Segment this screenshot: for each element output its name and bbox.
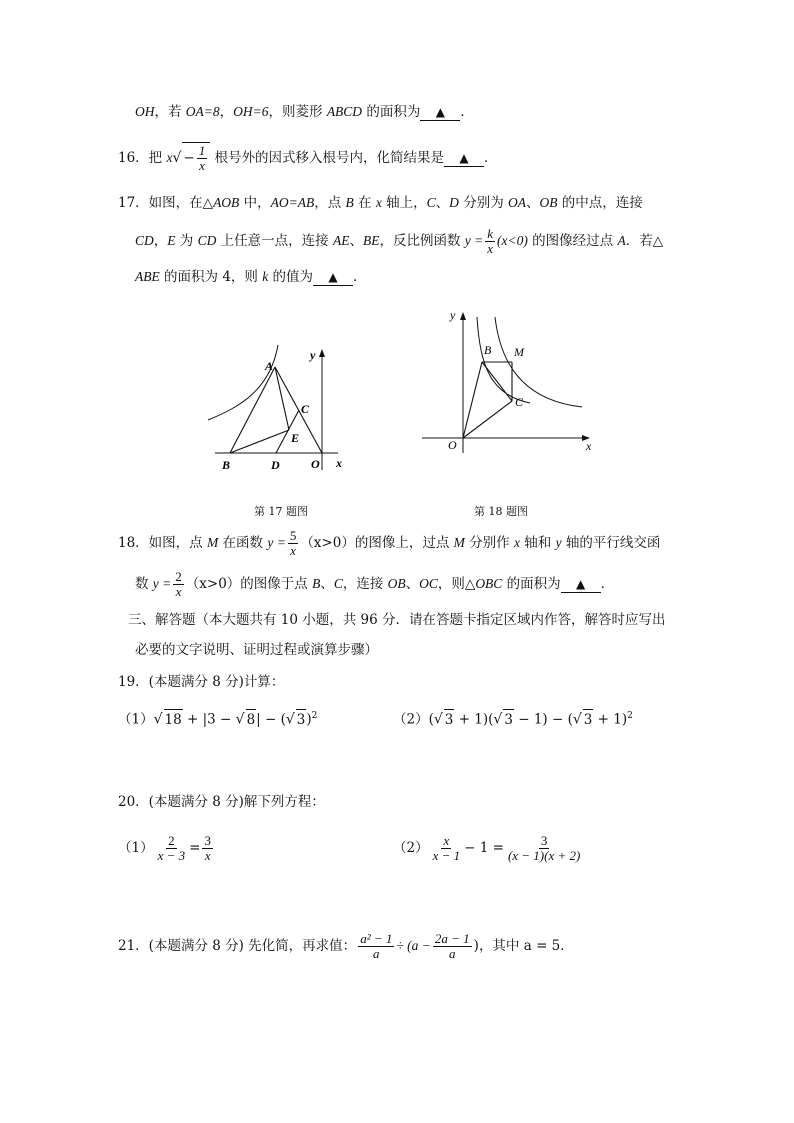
segment-be	[230, 430, 289, 453]
label-o: O	[311, 457, 320, 471]
label-x: x	[336, 456, 342, 470]
fraction: $\frac{5}{x}$	[289, 528, 297, 558]
y-axis-arrow	[460, 312, 466, 320]
label-b: B	[484, 343, 492, 357]
radicand: − $\frac{1}{x}$	[182, 142, 210, 173]
question-19-part1: （1）√ 18 + |3 − √ 8| − (√ 3)$^2$	[118, 706, 317, 730]
question-19-part2: （2）(√ 3 + 1)(√ 3 − 1) − (√ 3 + 1)$^2$	[393, 706, 633, 730]
label-y: y	[450, 308, 456, 322]
label-c: C	[515, 395, 524, 409]
question-20-title: 20．(本题满分 8 分)解下列方程：	[118, 794, 325, 810]
figure-17-caption: 第 17 题图	[254, 505, 308, 518]
figure-17	[200, 335, 360, 480]
answer-blank: ▲	[444, 150, 484, 167]
question-17-line1: 17．如图，在△AOB 中，AO=AB，点 B 在 x 轴上，C、D 分别为 OA、OB 的中点，连接	[118, 195, 643, 211]
question-20-part2: （2） $\frac{x}{x - 1}$ − 1 = $\frac{3}{(x - 1)(x + 2)}$	[393, 833, 581, 863]
fraction: $\frac{1}{x}$	[198, 143, 206, 173]
segment-ab	[230, 367, 275, 453]
label-x: x	[586, 439, 592, 453]
fraction: $\frac{2}{x}$	[175, 569, 182, 599]
answer-blank: ▲	[420, 104, 460, 121]
question-18-line1: 18．如图，点 M 在函数 y = $\frac{5}{x}$ （x>0）的图像上，过点 M 分别作 x 轴和 y 轴的平行线交函	[118, 528, 661, 558]
q15-tail: OH，若 OA=8，OH=6，则菱形 ABCD 的面积为 ▲ ．	[135, 104, 474, 120]
segment-bc	[482, 362, 512, 401]
label-m: M	[514, 345, 524, 359]
segment-ob	[463, 362, 482, 438]
label-e: E	[291, 431, 300, 445]
label-y: y	[310, 348, 316, 362]
radical-sign: √	[172, 150, 182, 166]
label-b: B	[222, 458, 231, 472]
question-17-line3: ABE 的面积为 4，则 k 的值为 ▲ ．	[135, 269, 367, 285]
section-3-heading-cont: 必要的文字说明、证明过程或演算步骤）	[135, 642, 378, 658]
question-19-title: 19．(本题满分 8 分)计算：	[118, 674, 285, 690]
question-21: 21．(本题满分 8 分) 先化简，再求值： $\frac{\text{a² − 1}}{a}$ ÷ (a − $\frac{2a - 1}{a}$ )，其中 a = 5．	[118, 931, 574, 961]
section-3-heading: 三、解答题（本大题共有 10 小题，共 96 分．请在答题卡指定区域内作答，解答时应写出	[128, 612, 666, 628]
label-d: D	[271, 458, 280, 472]
question-20-part1: （1） $\frac{2}{x - 3}$ = $\frac{3}{x}$	[118, 833, 211, 863]
segment-ae	[275, 367, 289, 430]
question-18-line2: 数 y = $\frac{2}{x}$ （x>0）的图像于点 B、C，连接 OB、OC，则△OBC 的面积为 ▲ ．	[135, 569, 615, 599]
label-o: O	[448, 438, 457, 452]
label-a: A	[265, 359, 274, 373]
label-c: C	[301, 402, 310, 416]
question-16: 16．把 x√ − $\frac{1}{x}$ 根号外的因式移入根号内，化简结果是 ▲ ．	[118, 143, 498, 173]
figure-18-caption: 第 18 题图	[474, 505, 528, 518]
answer-blank: ▲	[313, 269, 353, 286]
fraction: $\frac{k}{x}$	[487, 226, 494, 256]
figure-18	[420, 305, 600, 460]
y-axis-arrow	[319, 349, 325, 357]
answer-blank: ▲	[561, 576, 601, 593]
question-17-line2: CD，E 为 CD 上任意一点，连接 AE、BE，反比例函数 y = $\frac{k}{x}$ (x<0) 的图像经过点 A．若△	[135, 226, 664, 256]
